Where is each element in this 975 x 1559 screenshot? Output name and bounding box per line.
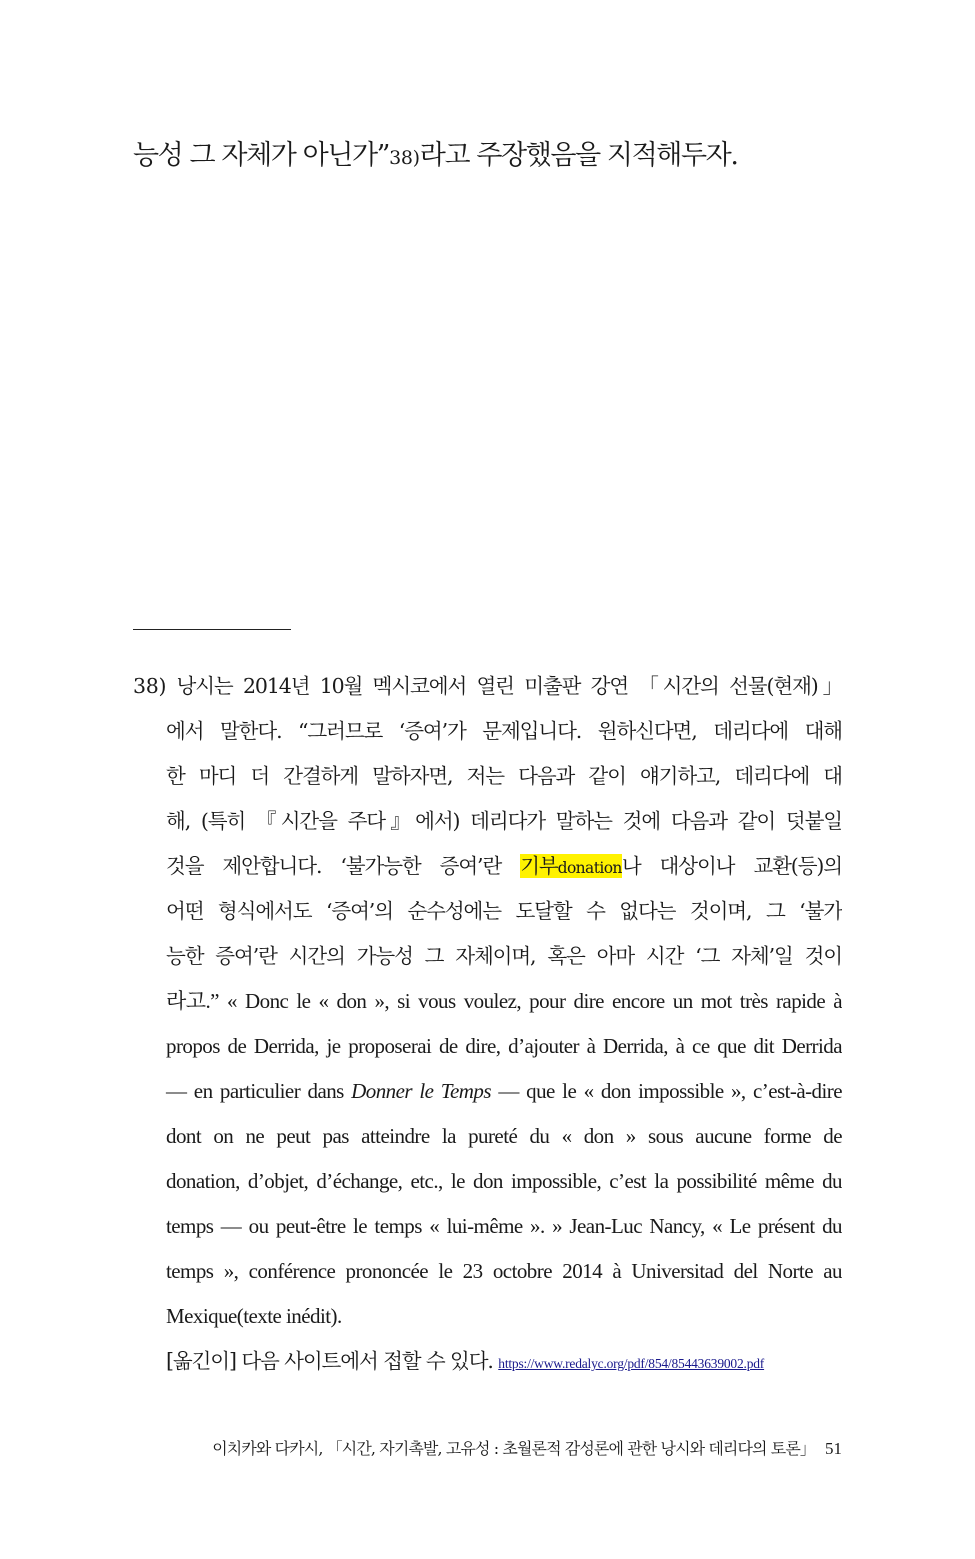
footnote-line: 어떤 형식에서도 ‘증여’의 순수성에는 도달할 수 없다는 것이며, 그 ‘불가 xyxy=(166,899,842,923)
footnote-line: 한 마디 더 간결하게 말하자면, 저는 다음과 같이 얘기하고, 데리다에 대 xyxy=(166,764,842,788)
footnote-line: Mexique(texte inédit). xyxy=(166,1304,342,1328)
footnote-line: donation, d’objet, d’échange, etc., le don impossible, c’est la possibilité même du xyxy=(166,1169,842,1193)
highlighted-term xyxy=(520,854,622,878)
footnote-line: 능한 증여’란 시간의 가능성 그 자체이며, 혹은 아마 시간 ‘그 자체’일 것이 xyxy=(166,944,842,968)
translator-note xyxy=(133,1339,842,1384)
footnote-line-text: — en particulier dans xyxy=(166,1079,352,1103)
body-text-line xyxy=(133,136,853,178)
source-link[interactable]: https://www.redalyc.org/pdf/854/85443639002.pdf xyxy=(498,1356,765,1371)
footnote-line-text: 것을 제안합니다. ‘불가능한 증여’란 xyxy=(166,854,521,878)
footnote-line: 라고.” « Donc le « don », si vous voulez, pour dire encore un mot très rapide à xyxy=(166,989,842,1013)
footnote-line-text: 나 대상이나 교환(등)의 xyxy=(621,854,842,878)
footnote-line xyxy=(133,1069,842,1114)
footnote-number: 38) xyxy=(133,674,167,698)
translator-note-text: [옮긴이] 다음 사이트에서 접할 수 있다. xyxy=(166,1349,499,1373)
footnote-line: temps — ou peut-être le temps « lui-même ». » Jean-Luc Nancy, « Le présent du xyxy=(166,1214,842,1238)
body-text-post: 라고 주장했음을 지적해두자. xyxy=(419,140,738,171)
highlighted-term-ko: 기부 xyxy=(520,854,558,878)
footnote-line: 해, (특히 『시간을 주다』에서) 데리다가 말하는 것에 다음과 같이 덧붙일 xyxy=(166,809,842,833)
footnote-line-text: 낭시는 2014년 10월 멕시코에서 열린 미출판 강연 「시간의 선물(현재)」 xyxy=(176,674,842,698)
footnote-reference[interactable]: 38) xyxy=(389,147,420,169)
footnote-separator xyxy=(133,629,291,630)
body-text-pre: 능성 그 자체가 아닌가” xyxy=(133,140,390,171)
footnote-line-text: — que le « don impossible », c’est-à-dire xyxy=(490,1079,842,1103)
footnote-line xyxy=(133,844,842,889)
footnote xyxy=(133,664,842,1384)
footer-citation: 이치카와 다카시, 「시간, 자기촉발, 고유성 : 초월론적 감성론에 관한 낭시와 데리다의 토론」 xyxy=(212,1439,815,1458)
running-footer xyxy=(133,1435,842,1463)
footnote-line: propos de Derrida, je proposerai de dire, d’ajouter à Derrida, à ce que dit Derrida xyxy=(166,1034,842,1058)
page-number: 51 xyxy=(825,1439,842,1458)
footnote-line xyxy=(133,664,842,709)
footnote-line: temps », conférence prononcée le 23 octobre 2014 à Universitad del Norte au xyxy=(166,1259,842,1283)
footnote-line: dont on ne peut pas atteindre la pureté du « don » sous aucune forme de xyxy=(166,1124,842,1148)
footnote-line: 에서 말한다. “그러므로 ‘증여’가 문제입니다. 원하신다면, 데리다에 대해 xyxy=(166,719,842,743)
highlighted-term-fr: donation xyxy=(557,859,622,877)
book-title: Donner le Temps xyxy=(351,1079,491,1103)
